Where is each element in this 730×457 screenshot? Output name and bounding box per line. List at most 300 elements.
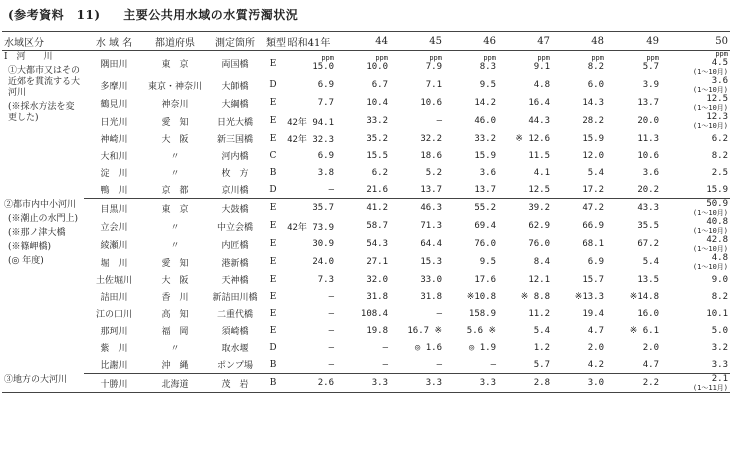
value-cell: 68.1 xyxy=(582,239,604,249)
value-cell: — xyxy=(282,181,336,199)
header-year-46: 46 xyxy=(444,32,498,51)
value-cell: 12.1 xyxy=(528,274,550,285)
value-cell: 12.5 xyxy=(498,181,552,199)
value-cell: 32.2 xyxy=(420,133,442,144)
value-cell: 6.9 xyxy=(317,150,334,161)
header-year-44: 44 xyxy=(336,32,390,51)
header-category: 水域区分 xyxy=(2,32,84,51)
value-text: 4.5 xyxy=(711,58,728,68)
value-cell: 7.1 xyxy=(425,80,442,90)
water-name-cell: 那珂川 xyxy=(100,327,128,337)
value-cell: 7.3 xyxy=(317,274,334,285)
value-cell: 2.8 xyxy=(498,374,552,393)
value-cell: 8.4 xyxy=(533,257,550,267)
value-cell: ※ 6.1 xyxy=(629,325,659,336)
category-label: (◎ 年度) xyxy=(8,255,44,266)
value-cell: 108.4 xyxy=(360,308,388,319)
value-cell: 9.5 xyxy=(479,80,496,90)
value-cell: 4.7 xyxy=(587,325,604,336)
prefecture-cell: 福 岡 xyxy=(161,327,189,337)
period-note: (1～10月) xyxy=(692,104,728,112)
prefecture-cell: 東 京 xyxy=(161,60,189,70)
prefecture-cell: 沖 縄 xyxy=(144,356,206,374)
measurement-point-cell: 京川橋 xyxy=(206,181,264,199)
value-cell: 4.7 xyxy=(606,356,661,374)
class-cell: B xyxy=(264,374,282,393)
class-cell: E xyxy=(269,239,277,249)
value-cell: 35.5 xyxy=(637,221,659,231)
period-note: (1～10月) xyxy=(692,263,728,271)
header-year-49: 49 xyxy=(606,32,661,51)
value-cell-41: 42年 94.1 xyxy=(287,117,334,128)
value-cell-50 xyxy=(661,147,730,164)
water-quality-table xyxy=(2,31,730,393)
value-cell: 19.8 xyxy=(366,325,388,336)
value-cell: 3.8 xyxy=(317,167,334,178)
value-cell: 3.3 xyxy=(336,374,390,393)
prefecture-cell: 大 阪 xyxy=(161,276,189,286)
value-cell: 13.7 xyxy=(637,98,659,108)
period-note: (1～10月) xyxy=(692,86,728,94)
period-note: (1～11月) xyxy=(692,384,728,392)
table-row xyxy=(2,217,730,235)
water-name-cell: 淀 川 xyxy=(100,169,128,179)
water-name-cell: 日光川 xyxy=(100,117,128,128)
value-cell: 14.2 xyxy=(474,98,496,108)
value-cell-41: 42年 32.3 xyxy=(287,135,334,145)
measurement-point-cell: 河内橋 xyxy=(221,152,249,162)
value-cell: — xyxy=(436,308,442,319)
value-text: 10.0 xyxy=(366,62,388,72)
value-text: 5.7 xyxy=(642,62,659,72)
value-cell: 3.6 xyxy=(642,167,659,178)
unit-label: ppm xyxy=(483,54,496,62)
value-cell: 30.9 xyxy=(312,239,334,249)
value-cell: 9.5 xyxy=(479,257,496,267)
value-text: 9.0 xyxy=(711,274,728,285)
value-text: 3.6 xyxy=(711,76,728,86)
value-text: 10.1 xyxy=(706,308,728,319)
value-cell: 41.2 xyxy=(366,203,388,213)
value-cell: 17.6 xyxy=(474,274,496,285)
measurement-point-cell: 日光大橋 xyxy=(216,117,253,128)
caption-title: 主要公共用水域の水質汚濁状況 xyxy=(123,8,299,22)
measurement-point-cell: 新詰田川橋 xyxy=(212,293,258,303)
table-header-row xyxy=(2,32,730,51)
period-note: (1～10月) xyxy=(692,227,728,235)
water-name-cell: 鶴見川 xyxy=(100,99,128,110)
value-text: 2.1 xyxy=(711,374,728,384)
value-cell: 3.3 xyxy=(390,374,444,393)
unit-label: ppm xyxy=(321,54,334,62)
unit-label: ppm xyxy=(591,54,604,62)
header-year-47: 47 xyxy=(498,32,552,51)
measurement-point-cell: ポンプ場 xyxy=(206,356,264,374)
value-cell: 15.3 xyxy=(420,257,442,267)
water-name-cell: 江の口川 xyxy=(95,310,132,320)
measurement-point-cell: 茂 岩 xyxy=(206,374,264,393)
value-cell: 2.0 xyxy=(587,342,604,353)
document-caption xyxy=(8,6,298,23)
value-cell: — xyxy=(436,116,442,126)
value-cell: ◎ 1.9 xyxy=(468,342,496,353)
value-cell: — xyxy=(382,342,388,353)
value-cell: 3.3 xyxy=(444,374,498,393)
measurement-point-cell: 大綱橋 xyxy=(221,99,249,110)
value-cell: — xyxy=(328,308,334,319)
value-cell: 35.2 xyxy=(366,133,388,144)
value-cell-50 xyxy=(661,374,730,393)
value-cell: 5.4 xyxy=(642,257,659,267)
water-name-cell: 隅田川 xyxy=(100,60,128,70)
value-cell: 47.2 xyxy=(582,203,604,213)
value-cell: 44.3 xyxy=(528,116,550,126)
value-text: 7.9 xyxy=(425,62,442,72)
value-cell xyxy=(552,51,606,77)
measurement-point-cell: 新三国橋 xyxy=(216,135,253,145)
class-cell: E xyxy=(269,325,277,336)
value-cell: 31.8 xyxy=(420,291,442,302)
value-cell: 15.9 xyxy=(474,150,496,161)
value-cell-50 xyxy=(661,94,730,112)
period-note: (1～10月) xyxy=(692,209,728,217)
value-cell: 18.6 xyxy=(420,150,442,161)
unit-label: ppm xyxy=(429,54,442,62)
value-cell: 10.6 xyxy=(420,98,442,108)
table-row xyxy=(2,164,730,181)
value-cell: 12.0 xyxy=(582,150,604,161)
value-cell-50 xyxy=(661,271,730,288)
value-cell: 6.7 xyxy=(371,80,388,90)
water-name-cell: 土佐堀川 xyxy=(95,276,132,286)
value-cell: 5.2 xyxy=(425,167,442,178)
measurement-point-cell: 取水堰 xyxy=(221,344,249,354)
value-cell: 55.2 xyxy=(474,203,496,213)
value-cell: 27.1 xyxy=(366,257,388,267)
value-cell: 5.7 xyxy=(498,356,552,374)
value-cell-50 xyxy=(661,51,730,77)
header-year-48: 48 xyxy=(552,32,606,51)
value-cell: 67.2 xyxy=(637,239,659,249)
value-cell: 7.7 xyxy=(317,98,334,108)
value-cell: 3.9 xyxy=(642,80,659,90)
value-cell xyxy=(336,51,390,77)
value-cell-50 xyxy=(661,76,730,94)
measurement-point-cell: 両国橋 xyxy=(221,60,249,70)
class-cell: E xyxy=(269,257,277,267)
category-label: (※篠岬橋) xyxy=(8,241,52,252)
value-cell: ※13.3 xyxy=(574,291,604,302)
value-cell: 2.2 xyxy=(606,374,661,393)
header-point: 測定箇所 xyxy=(206,32,264,51)
value-cell: 5.4 xyxy=(533,325,550,336)
measurement-point-cell: 内匠橋 xyxy=(221,240,249,251)
value-cell: 6.9 xyxy=(587,257,604,267)
prefecture-cell: 〃 xyxy=(170,169,180,179)
value-cell-50 xyxy=(661,199,730,218)
category-label: (※採水方法を変更した) xyxy=(8,102,75,123)
value-cell: 71.3 xyxy=(420,221,442,231)
prefecture-cell: 京 都 xyxy=(144,181,206,199)
value-cell: 64.4 xyxy=(420,239,442,249)
header-year-45: 45 xyxy=(390,32,444,51)
measurement-point-cell: 須崎橋 xyxy=(221,327,249,337)
table-row xyxy=(2,130,730,147)
category-label: ①大都市又はその近郊を貫流する大河川 xyxy=(8,66,81,98)
value-cell: 6.2 xyxy=(371,167,388,178)
value-cell xyxy=(498,51,552,77)
prefecture-cell: 香 川 xyxy=(161,293,189,303)
table-row xyxy=(2,253,730,271)
value-cell: 62.9 xyxy=(528,221,550,231)
category-cell xyxy=(2,199,84,374)
class-cell: C xyxy=(269,150,277,161)
value-cell: — xyxy=(282,356,336,374)
value-cell xyxy=(444,51,498,77)
measurement-point-cell: 枚 方 xyxy=(221,169,249,179)
prefecture-cell: 神奈川 xyxy=(161,99,189,110)
water-name-cell: 目黒川 xyxy=(100,204,128,215)
class-cell: D xyxy=(264,181,282,199)
value-cell: 58.7 xyxy=(366,221,388,231)
table-body xyxy=(2,51,730,393)
value-text: 4.8 xyxy=(711,253,728,263)
value-text: 8.3 xyxy=(479,62,496,72)
measurement-point-cell: 港新橋 xyxy=(221,258,249,269)
value-text: 2.5 xyxy=(711,167,728,178)
prefecture-cell: 愛 知 xyxy=(161,258,189,269)
water-name-cell: 比謝川 xyxy=(84,356,144,374)
value-cell: 10.6 xyxy=(637,150,659,161)
water-name-cell: 鴨 川 xyxy=(84,181,144,199)
water-name-cell: 立会川 xyxy=(100,222,128,233)
class-cell: E xyxy=(269,58,277,69)
water-name-cell: 多摩川 xyxy=(100,81,128,92)
value-cell: 15.9 xyxy=(582,133,604,144)
value-cell: 11.5 xyxy=(528,150,550,161)
prefecture-cell: 〃 xyxy=(170,152,180,162)
class-cell: E xyxy=(269,291,277,302)
value-text: 3.2 xyxy=(711,342,728,353)
value-cell: 5.4 xyxy=(587,167,604,178)
value-cell: 20.2 xyxy=(606,181,661,199)
value-cell-50 xyxy=(661,339,730,356)
value-cell: 76.0 xyxy=(474,239,496,249)
value-cell: 2.6 xyxy=(282,374,336,393)
value-cell: ※ 12.6 xyxy=(515,133,550,144)
class-cell: E xyxy=(269,116,277,126)
value-cell: 11.3 xyxy=(637,133,659,144)
measurement-point-cell: 大師橋 xyxy=(221,81,249,92)
value-cell-50 xyxy=(661,112,730,130)
category-label: (※潮止の水門上) xyxy=(8,213,79,224)
value-cell-50 xyxy=(661,253,730,271)
value-cell: 13.7 xyxy=(390,181,444,199)
value-cell: — xyxy=(328,325,334,336)
value-cell: 11.2 xyxy=(528,308,550,319)
water-name-cell: 紫 川 xyxy=(100,344,128,354)
prefecture-cell: 大 阪 xyxy=(161,135,189,145)
table-row xyxy=(2,235,730,253)
prefecture-cell: 〃 xyxy=(170,240,180,251)
header-prefecture: 都道府県 xyxy=(144,32,206,51)
measurement-point-cell: 天神橋 xyxy=(221,276,249,286)
value-text: 3.3 xyxy=(711,359,728,370)
class-cell: B xyxy=(269,167,277,178)
value-text: 12.5 xyxy=(706,94,728,104)
value-cell: 31.8 xyxy=(366,291,388,302)
value-cell: 66.9 xyxy=(582,221,604,231)
value-cell-41: 42年 73.9 xyxy=(287,222,334,233)
water-name-cell: 堀 川 xyxy=(100,258,128,269)
header-class: 類型 xyxy=(264,32,282,51)
header-year-41: 昭和41年 xyxy=(282,32,336,51)
value-text: 15.0 xyxy=(312,62,334,72)
value-cell: 69.4 xyxy=(474,221,496,231)
value-cell: 76.0 xyxy=(528,239,550,249)
water-name-cell: 詰田川 xyxy=(100,293,128,303)
value-cell-50 xyxy=(661,305,730,322)
class-cell: E xyxy=(269,308,277,319)
value-cell: ※ 8.8 xyxy=(520,291,550,302)
prefecture-cell: 高 知 xyxy=(161,310,189,320)
value-cell: 54.3 xyxy=(366,239,388,249)
period-note: (1～10月) xyxy=(692,68,728,76)
table-row xyxy=(2,288,730,305)
value-cell: 13.7 xyxy=(444,181,498,199)
value-cell: 158.9 xyxy=(468,308,496,319)
period-note: (1～10月) xyxy=(692,122,728,130)
water-name-cell: 大和川 xyxy=(100,152,128,162)
category-cell xyxy=(2,51,84,199)
value-cell: 6.9 xyxy=(317,80,334,90)
table-row xyxy=(2,76,730,94)
value-cell: 20.0 xyxy=(637,116,659,126)
header-year-50: 50 xyxy=(661,32,730,51)
value-cell: 35.7 xyxy=(312,203,334,213)
value-cell: 2.0 xyxy=(642,342,659,353)
value-text: 8.2 xyxy=(587,62,604,72)
value-cell-50 xyxy=(661,322,730,339)
value-cell: 16.7 ※ xyxy=(407,325,442,336)
value-cell: 21.6 xyxy=(336,181,390,199)
value-cell: 15.5 xyxy=(366,150,388,161)
value-cell: 13.5 xyxy=(637,274,659,285)
value-cell xyxy=(282,51,336,77)
table-row xyxy=(2,199,730,218)
unit-label: ppm xyxy=(537,54,550,62)
value-text: 12.3 xyxy=(706,112,728,122)
measurement-point-cell: 二重代橋 xyxy=(216,310,253,320)
category-cell xyxy=(2,374,84,393)
prefecture-cell: 〃 xyxy=(170,222,180,233)
water-name-cell: 十勝川 xyxy=(84,374,144,393)
class-cell: E xyxy=(269,133,277,144)
value-cell: 46.0 xyxy=(474,116,496,126)
value-cell: 39.2 xyxy=(528,203,550,213)
value-cell: — xyxy=(328,342,334,353)
table-row xyxy=(2,181,730,199)
value-cell: 4.2 xyxy=(552,356,606,374)
value-cell: — xyxy=(444,356,498,374)
value-cell-50 xyxy=(661,217,730,235)
class-cell: E xyxy=(269,221,277,231)
value-cell: 3.6 xyxy=(479,167,496,178)
table-row xyxy=(2,305,730,322)
value-cell: 6.0 xyxy=(587,80,604,90)
value-cell: — xyxy=(328,291,334,302)
prefecture-cell: 北海道 xyxy=(144,374,206,393)
value-cell-50 xyxy=(661,356,730,374)
prefecture-cell: 東京・神奈川 xyxy=(147,81,202,92)
value-text: 40.8 xyxy=(706,217,728,227)
value-text: 6.2 xyxy=(711,133,728,144)
value-text: 15.9 xyxy=(706,184,728,195)
prefecture-cell: 愛 知 xyxy=(161,117,189,128)
value-text: 50.9 xyxy=(706,199,728,209)
table-row xyxy=(2,356,730,374)
value-cell: ※10.8 xyxy=(466,291,496,302)
category-label: ③地方の大河川 xyxy=(4,374,68,385)
value-cell: ※14.8 xyxy=(629,291,659,302)
value-text: 9.1 xyxy=(533,62,550,72)
value-cell-50 xyxy=(661,130,730,147)
class-cell: D xyxy=(269,342,277,353)
value-cell: 19.4 xyxy=(582,308,604,319)
table-row xyxy=(2,322,730,339)
value-cell-50 xyxy=(661,181,730,199)
category-label: ②都市内中小河川 xyxy=(4,199,77,210)
unit-label: ppm xyxy=(715,50,728,58)
class-cell: B xyxy=(264,356,282,374)
measurement-point-cell: 大鼓橋 xyxy=(221,204,249,215)
value-cell: 16.0 xyxy=(637,308,659,319)
value-cell-50 xyxy=(661,235,730,253)
value-cell: 28.2 xyxy=(582,116,604,126)
prefecture-cell: 〃 xyxy=(170,344,180,354)
category-label: (※那ノ津大橋 xyxy=(8,227,66,238)
value-cell-50 xyxy=(661,164,730,181)
table-row xyxy=(2,51,730,77)
water-name-cell: 綾瀬川 xyxy=(100,240,128,251)
table-row xyxy=(2,374,730,393)
value-cell: ◎ 1.6 xyxy=(414,342,442,353)
water-name-cell: 神崎川 xyxy=(100,135,128,145)
class-cell: E xyxy=(269,274,277,285)
value-cell: 4.8 xyxy=(533,80,550,90)
value-cell: 3.0 xyxy=(552,374,606,393)
period-note: (1～10月) xyxy=(692,245,728,253)
category-label: Ⅰ 河 川 xyxy=(4,52,53,62)
value-cell: 33.0 xyxy=(420,274,442,285)
value-cell: 24.0 xyxy=(312,257,334,267)
value-cell: 17.2 xyxy=(552,181,606,199)
caption-label: (参考資料 11) xyxy=(8,8,101,22)
value-cell: 5.6 ※ xyxy=(466,325,496,336)
class-cell: E xyxy=(269,98,277,108)
measurement-point-cell: 中立会橋 xyxy=(216,222,253,233)
value-cell: 16.4 xyxy=(528,98,550,108)
value-cell: 46.3 xyxy=(420,203,442,213)
value-cell: 32.0 xyxy=(366,274,388,285)
unit-label: ppm xyxy=(375,54,388,62)
class-cell: D xyxy=(269,80,277,90)
table-row xyxy=(2,112,730,130)
table-row xyxy=(2,339,730,356)
value-cell xyxy=(606,51,661,77)
value-text: 5.0 xyxy=(711,325,728,336)
table-row xyxy=(2,147,730,164)
